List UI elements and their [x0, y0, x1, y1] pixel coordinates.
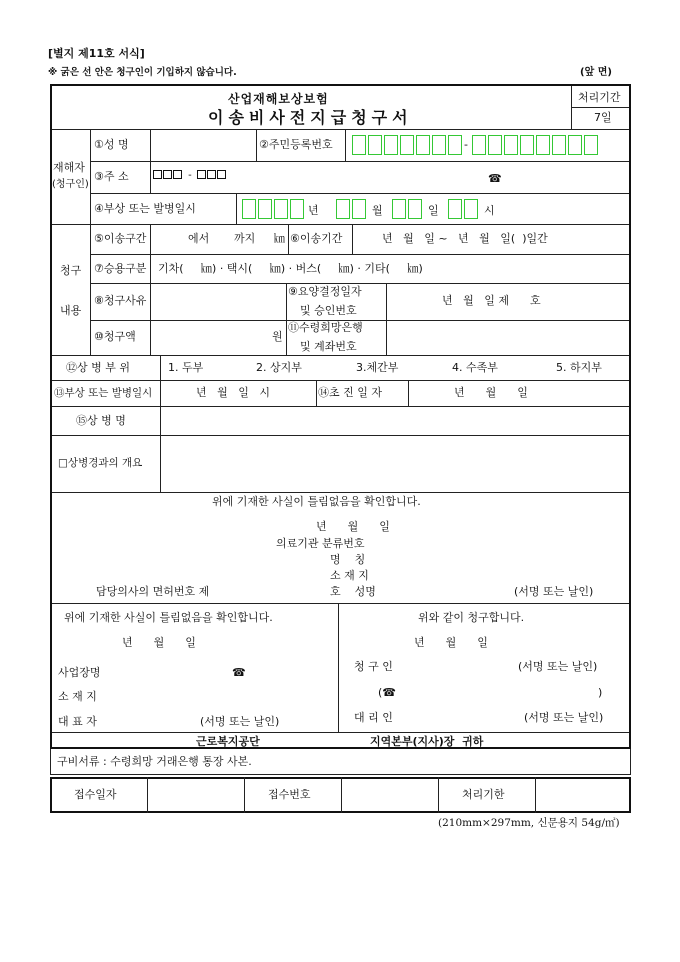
form-notice: ※ 굵은 선 안은 청구인이 기입하지 않습니다.	[48, 67, 237, 78]
injury-day-unit: 일	[428, 204, 439, 217]
addressee-branch: 지역본부(지사)장 귀하	[370, 735, 484, 748]
claim-amount-label: ⑩청구액	[94, 330, 136, 343]
received-date-label: 접수일자	[74, 788, 117, 801]
received-number-field[interactable]	[342, 779, 437, 811]
phone-icon: ☎	[488, 172, 502, 185]
address-label: ③주 소	[94, 170, 129, 183]
injury-site-option-5[interactable]: 5. 하지부	[556, 361, 602, 374]
employer-confirm-statement: 위에 기재한 사실이 틀림없음을 확인합니다.	[64, 611, 273, 624]
employer-sign-label: (서명 또는 날인)	[200, 715, 280, 728]
received-number-label: 접수번호	[268, 788, 311, 801]
agent-sign-label: (서명 또는 날인)	[524, 711, 604, 724]
doctor-confirm-statement: 위에 기재한 사실이 틀림없음을 확인합니다.	[212, 495, 421, 508]
injury-site-label: ⑫상 병 부 위	[66, 361, 130, 374]
claimant-sign-label: (서명 또는 날인)	[518, 660, 598, 673]
injury-date-field[interactable]	[238, 195, 528, 223]
workplace-address-label: 소 재 지	[58, 690, 97, 703]
paper-size-footer: (210mm×297mm, 신문용지 54g/㎡)	[438, 817, 620, 829]
vehicle-type-value[interactable]: 기차( ㎞) · 택시( ㎞) · 버스( ㎞) · 기타( ㎞)	[158, 262, 423, 275]
claim-section-sublabel: 내용	[60, 304, 82, 317]
workplace-label: 사업장명	[58, 666, 101, 679]
injury-site-option-1[interactable]: 1. 두부	[168, 361, 204, 374]
doctor-license-label: 담당의사의 면허번호 제	[96, 585, 210, 598]
bank-account-field[interactable]	[388, 322, 628, 353]
approval-value[interactable]: 년 월 일 제 호	[442, 294, 541, 307]
page-side-label: (앞 면)	[580, 67, 612, 78]
bank-label: ⑪수령희망은행	[288, 321, 363, 334]
doctor-confirm-date[interactable]: 년 월 일	[316, 520, 390, 533]
approval-label: ⑨요양결정일자	[288, 285, 362, 298]
received-date-field[interactable]	[148, 779, 243, 811]
postal-dash: -	[188, 170, 192, 181]
employer-confirm-date[interactable]: 년 월 일	[122, 636, 196, 649]
claim-amount-unit: 원	[272, 330, 283, 343]
transfer-section-from[interactable]: 에서	[188, 232, 210, 245]
injury-time-value[interactable]: 년 월 일 시	[196, 386, 270, 399]
transfer-section-unit: ㎞	[274, 232, 285, 245]
claimant-phone-close: )	[598, 686, 603, 699]
name-label: ①성 명	[94, 138, 129, 151]
claim-amount-field[interactable]	[152, 322, 268, 353]
processing-period-label: 처리기간	[578, 91, 621, 104]
doctor-sign-label: (서명 또는 날인)	[514, 585, 594, 598]
claimant-section-label: 재해자	[53, 161, 85, 174]
rrn-label: ②주민등록번호	[259, 138, 333, 151]
addressee-org: 근로복지공단	[196, 735, 260, 748]
claim-section-label: 청구	[60, 264, 82, 277]
deadline-field[interactable]	[536, 779, 629, 811]
injury-date-label: ④부상 또는 발병일시	[94, 202, 196, 215]
transfer-section-label: ⑤이송구간	[94, 232, 147, 245]
transfer-period-value[interactable]: 년 월 일 ~ 년 월 일( )일간	[382, 232, 548, 245]
injury-time-label: ⑬부상 또는 발병일시	[54, 387, 153, 399]
clinic-address-label: 소 재 지	[330, 569, 369, 582]
bank-sublabel: 및 계좌번호	[300, 340, 357, 353]
injury-site-option-2[interactable]: 2. 상지부	[256, 361, 302, 374]
doctor-name-label: 호 성명	[330, 585, 376, 598]
form-title: 이송비사전지급청구서	[208, 108, 413, 127]
injury-year-unit: 년	[308, 204, 319, 217]
clinic-code-label: 의료기관 분류번호	[276, 537, 365, 550]
injury-month-unit: 월	[372, 204, 383, 217]
form-subtitle: 산업재해보상보험	[228, 92, 329, 106]
claimant-section-sublabel: (청구인)	[52, 179, 89, 190]
injury-hour-unit: 시	[484, 204, 495, 217]
workplace-phone-icon: ☎	[232, 666, 246, 679]
form-number: [별지 제11호 서식]	[48, 47, 145, 60]
representative-label: 대 표 자	[58, 715, 97, 728]
agent-label: 대 리 인	[354, 711, 393, 724]
claim-reason-label: ⑧청구사유	[94, 294, 147, 307]
disease-name-field[interactable]	[162, 408, 628, 434]
injury-site-option-4[interactable]: 4. 수족부	[452, 361, 498, 374]
approval-sublabel: 및 승인번호	[300, 304, 357, 317]
rrn-field[interactable]	[348, 131, 608, 159]
disease-name-label: ⑮상 병 명	[76, 414, 126, 427]
address-field[interactable]	[152, 163, 626, 191]
attachments-text: 구비서류 : 수령희망 거래은행 통장 사본.	[57, 755, 252, 768]
vehicle-type-label: ⑦승용구분	[94, 262, 147, 275]
first-exam-value[interactable]: 년 월 일	[454, 386, 528, 399]
rrn-dash: -	[464, 138, 468, 151]
transfer-section-to[interactable]: 까지	[234, 232, 256, 245]
name-field[interactable]	[152, 131, 254, 159]
claim-reason-field[interactable]	[152, 285, 284, 318]
disease-summary-label: □상병경과의 개요	[58, 457, 143, 469]
claimant-label: 청 구 인	[354, 660, 393, 673]
first-exam-label: ⑭초 진 일 자	[318, 386, 382, 399]
processing-period-value: 7일	[594, 111, 612, 124]
injury-site-option-3[interactable]: 3.체간부	[356, 361, 399, 374]
clinic-name-label: 명 칭	[330, 553, 366, 566]
transfer-period-label: ⑥이송기간	[290, 232, 343, 245]
claimant-request-statement: 위와 같이 청구합니다.	[418, 611, 525, 624]
claimant-phone-open: (☎	[378, 686, 396, 699]
disease-summary-field[interactable]	[162, 437, 628, 490]
claimant-request-date[interactable]: 년 월 일	[414, 636, 488, 649]
deadline-label: 처리기한	[462, 788, 505, 801]
